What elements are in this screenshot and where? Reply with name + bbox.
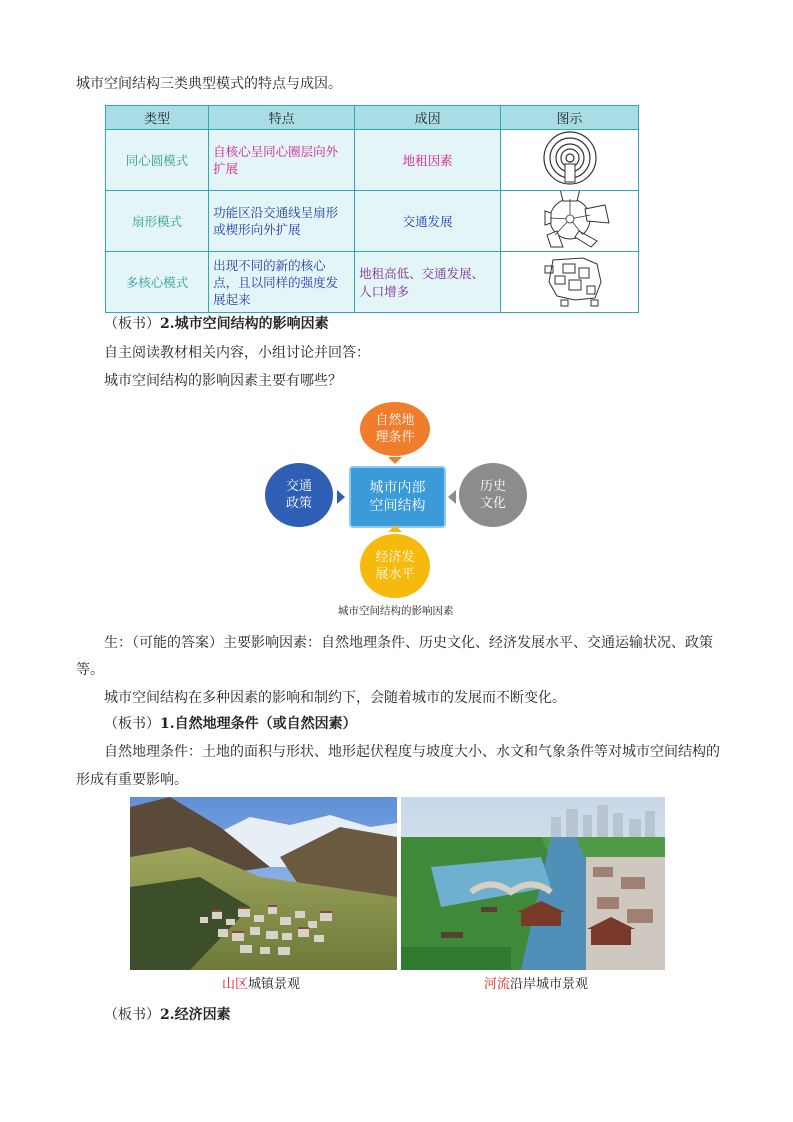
- section-title: 2.经济因素: [160, 1007, 231, 1023]
- header-feature: 特点: [209, 106, 355, 130]
- intro-text: 城市空间结构三类典型模式的特点与成因。: [76, 76, 342, 92]
- arrow-left-icon: [448, 490, 456, 504]
- arrow-down-icon: [388, 457, 402, 464]
- section-title: 1.自然地理条件（或自然因素）: [160, 716, 357, 732]
- bubble-history-culture: 历史 文化: [459, 463, 527, 527]
- concentric-diagram: [501, 130, 639, 191]
- caption-highlight: 山区: [222, 977, 249, 992]
- row-type: 多核心模式: [106, 252, 209, 313]
- reading-instruction: 自主阅读教材相关内容，小组讨论并回答：: [104, 345, 370, 361]
- section-title: 2.城市空间结构的影响因素: [160, 316, 329, 332]
- caption-highlight: 河流: [484, 977, 511, 992]
- section-heading: [104, 314, 329, 334]
- row-type: 扇形模式: [106, 191, 209, 252]
- header-cause: 成因: [355, 106, 501, 130]
- header-diagram: 图示: [501, 106, 639, 130]
- arrow-right-icon: [337, 490, 345, 504]
- bubble-natural-conditions: 自然地 理条件: [360, 402, 430, 456]
- row-feature: 出现不同的新的核心点，且以同样的强度发展起来: [209, 252, 355, 313]
- table-row: [106, 252, 639, 313]
- question-text: 城市空间结构的影响因素主要有哪些？: [104, 373, 342, 389]
- diagram-caption: 城市空间结构的影响因素: [338, 605, 454, 617]
- row-cause: 交通发展: [355, 191, 501, 252]
- table-row: [106, 191, 639, 252]
- caption-rest: 沿岸城市景观: [510, 977, 589, 992]
- multi-nuclei-diagram: [501, 252, 639, 313]
- arrow-up-icon: [388, 525, 402, 532]
- section-prefix: （板书）: [104, 716, 160, 732]
- section-heading: [104, 714, 357, 734]
- row-feature: 功能区沿交通线呈扇形或楔形向外扩展: [209, 191, 355, 252]
- mountain-town-caption: [222, 973, 300, 992]
- header-type: 类型: [106, 106, 209, 130]
- answer-line-2: 等。: [76, 662, 104, 678]
- row-type: 同心圆模式: [106, 130, 209, 191]
- urban-structure-table: [105, 105, 639, 313]
- row-cause: 地租因素: [355, 130, 501, 191]
- section-prefix: （板书）: [104, 1007, 160, 1023]
- mountain-town-photo: [130, 797, 397, 970]
- natural-line-1: 自然地理条件：土地的面积与形状、地形起伏程度与坡度大小、水文和气象条件等对城市空间结构的: [104, 744, 720, 760]
- table-header-row: [106, 106, 639, 130]
- caption-rest: 城镇景观: [248, 977, 301, 992]
- table-row: [106, 130, 639, 191]
- sector-diagram: [501, 191, 639, 252]
- summary-text: 城市空间结构在多种因素的影响和制约下，会随着城市的发展而不断变化。: [104, 690, 566, 706]
- natural-line-2: 形成有重要影响。: [76, 772, 188, 788]
- section-prefix: （板书）: [104, 316, 160, 332]
- row-feature: 自核心呈同心圈层向外扩展: [209, 130, 355, 191]
- section-heading: [104, 1005, 231, 1025]
- answer-line-1: 生：（可能的答案）主要影响因素：自然地理条件、历史文化、经济发展水平、交通运输状况、政策: [104, 635, 713, 651]
- river-city-caption: [484, 973, 588, 992]
- bubble-economic-level: 经济发 展水平: [360, 534, 430, 598]
- bubble-transport-policy: 交通 政策: [265, 463, 333, 527]
- row-cause: 地租高低、交通发展、人口增多: [355, 252, 501, 313]
- diagram-arrows: [260, 400, 540, 600]
- center-urban-structure: 城市内部 空间结构: [349, 466, 446, 528]
- river-city-photo: [401, 797, 665, 970]
